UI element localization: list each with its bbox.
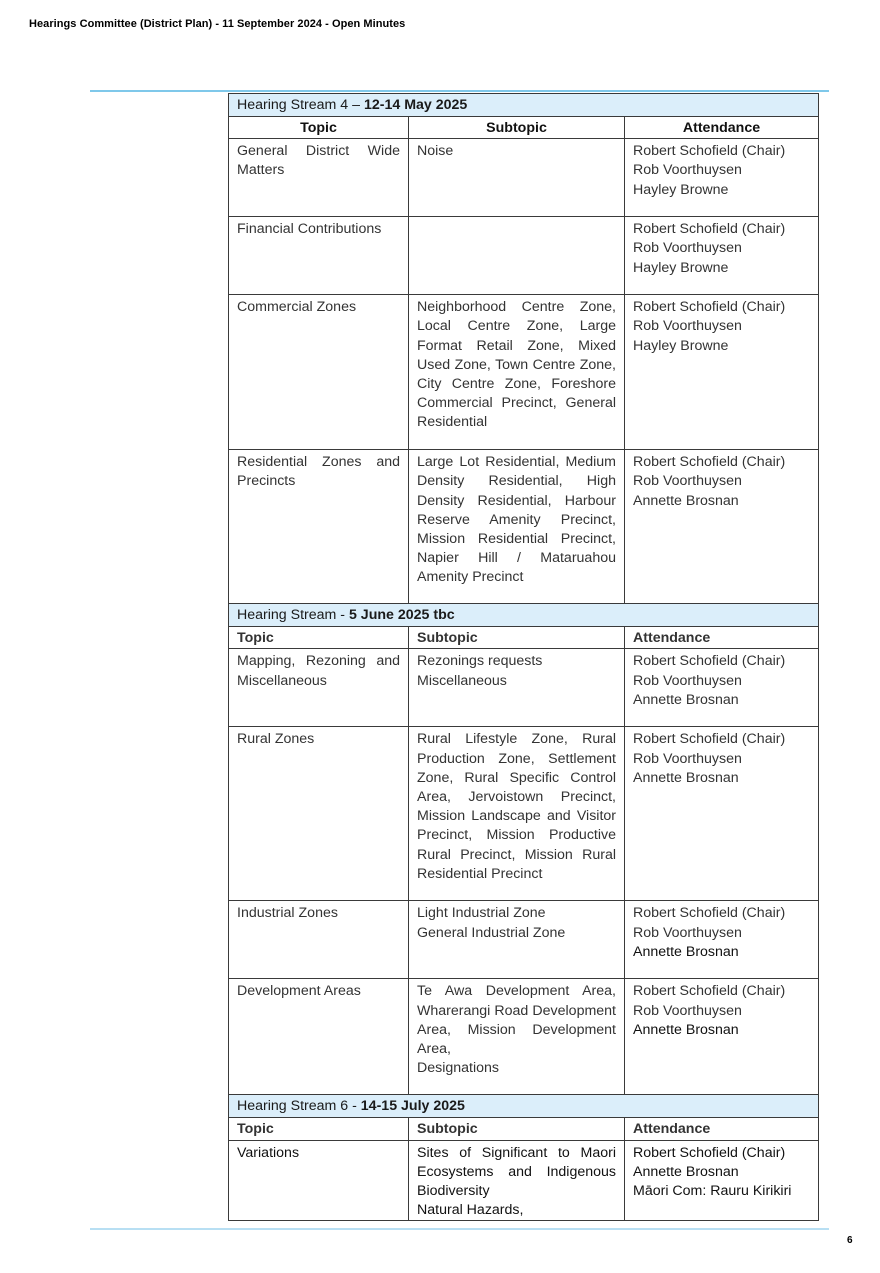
table-row xyxy=(229,295,819,450)
header-divider xyxy=(90,90,829,92)
hearing-schedule-table xyxy=(228,93,819,1221)
table-row xyxy=(229,450,819,604)
attendance-cell: Robert Schofield (Chair) Rob Voorthuysen Annette Brosnan xyxy=(625,979,819,1095)
table-row xyxy=(229,139,819,217)
attendance-cell: Robert Schofield (Chair) Rob Voorthuysen Annette Brosnan xyxy=(625,450,819,604)
stream-title: Hearing Stream - 5 June 2025 tbc xyxy=(229,604,819,627)
column-header-topic: Topic xyxy=(229,627,409,649)
subtopic-cell: Neighborhood Centre Zone, Local Centre Zone, Large Format Retail Zone, Mixed Used Zone, Town Centre Zone, City Centre Zone, Foreshore Commercial Precinct, General Residential xyxy=(409,295,625,450)
subtopic-cell: Sites of Significant to Maori Ecosystems and Indigenous Biodiversity Natural Hazards, xyxy=(409,1140,625,1221)
subtopic-cell: Large Lot Residential, Medium Density Residential, High Density Residential, Harbour Reserve Amenity Precinct, Mission Residential Precinct, Napier Hill / Mataruahou Amenity Precinct xyxy=(409,450,625,604)
stream-title: Hearing Stream 6 - 14-15 July 2025 xyxy=(229,1095,819,1118)
stream-heading xyxy=(229,94,819,117)
topic-cell: Financial Contributions xyxy=(229,217,409,295)
table-row xyxy=(229,901,819,979)
column-header-subtopic: Subtopic xyxy=(409,1118,625,1140)
stream-date: 5 June 2025 tbc xyxy=(348,607,455,624)
topic-cell: Commercial Zones xyxy=(229,295,409,450)
topic-cell: Mapping, Rezoning and Miscellaneous xyxy=(229,649,409,727)
topic-cell: Industrial Zones xyxy=(229,901,409,979)
column-header-subtopic: Subtopic xyxy=(409,117,625,139)
attendance-cell: Robert Schofield (Chair) Annette Brosnan Māori Com: Rauru Kirikiri xyxy=(625,1140,819,1221)
column-header-attendance: Attendance xyxy=(625,117,819,139)
column-header-subtopic: Subtopic xyxy=(409,627,625,649)
footer-divider xyxy=(90,1228,829,1230)
subtopic-cell xyxy=(409,217,625,295)
table-row xyxy=(229,727,819,901)
stream-heading xyxy=(229,604,819,627)
column-header-topic: Topic xyxy=(229,1118,409,1140)
attendance-cell: Robert Schofield (Chair) Rob Voorthuysen Annette Brosnan xyxy=(625,901,819,979)
page-header-title: Hearings Committee (District Plan) - 11 September 2024 - Open Minutes xyxy=(29,18,406,30)
topic-cell: Rural Zones xyxy=(229,727,409,901)
column-header-attendance: Attendance xyxy=(625,1118,819,1140)
attendance-cell: Robert Schofield (Chair) Rob Voorthuysen Annette Brosnan xyxy=(625,727,819,901)
table-row xyxy=(229,217,819,295)
attendance-cell: Robert Schofield (Chair) Rob Voorthuysen Annette Brosnan xyxy=(625,649,819,727)
attendance-cell: Robert Schofield (Chair) Rob Voorthuysen Hayley Browne xyxy=(625,217,819,295)
column-header-row xyxy=(229,1118,819,1140)
attendance-cell: Robert Schofield (Chair) Rob Voorthuysen Hayley Browne xyxy=(625,295,819,450)
column-header-row xyxy=(229,627,819,649)
stream-title: Hearing Stream 4 – 12-14 May 2025 xyxy=(229,94,819,117)
attendance-cell: Robert Schofield (Chair) Rob Voorthuysen Hayley Browne xyxy=(625,139,819,217)
subtopic-cell: Light Industrial Zone General Industrial Zone xyxy=(409,901,625,979)
subtopic-cell: Rural Lifestyle Zone, Rural Production Zone, Settlement Zone, Rural Specific Control Area, Jervoistown Precinct, Mission Landscape and Visitor Precinct, Mission Productive Rural Precinct, Mission Rural Residential Precinct xyxy=(409,727,625,901)
topic-cell: Residential Zones and Precincts xyxy=(229,450,409,604)
stream-date: 14-15 July 2025 xyxy=(360,1098,465,1115)
column-header-row xyxy=(229,117,819,139)
page-number: 6 xyxy=(847,1235,853,1246)
topic-cell: Development Areas xyxy=(229,979,409,1095)
stream-heading xyxy=(229,1095,819,1118)
table-row xyxy=(229,649,819,727)
topic-cell: Variations xyxy=(229,1140,409,1221)
stream-date: 12-14 May 2025 xyxy=(363,97,468,113)
column-header-topic: Topic xyxy=(229,117,409,139)
subtopic-cell: Rezonings requests Miscellaneous xyxy=(409,649,625,727)
subtopic-cell: Noise xyxy=(409,139,625,217)
table-row xyxy=(229,1140,819,1221)
column-header-attendance: Attendance xyxy=(625,627,819,649)
topic-cell: General District Wide Matters xyxy=(229,139,409,217)
table-row xyxy=(229,979,819,1095)
subtopic-cell: Te Awa Development Area, Wharerangi Road Development Area, Mission Development Area, Designations xyxy=(409,979,625,1095)
